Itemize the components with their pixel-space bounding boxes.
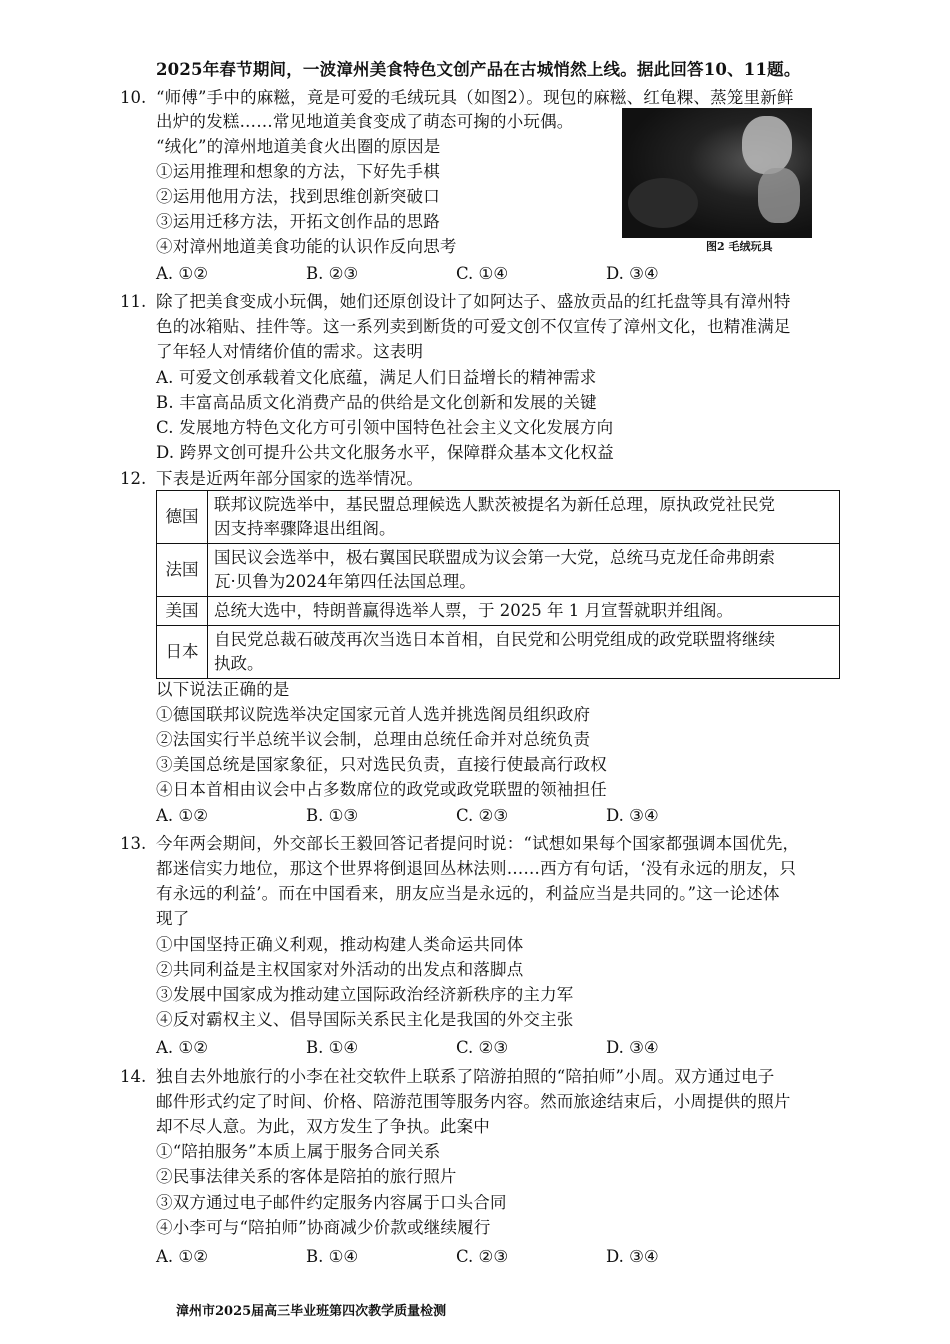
q11-number: 11.	[120, 292, 147, 311]
q12-option-a[interactable]: A. ①②	[156, 806, 208, 825]
q11-stem-line-3: 了年轻人对情绪价值的需求。这表明	[156, 342, 424, 361]
description-cell	[208, 544, 840, 597]
description-line: 因支持率骤降退出组阁。	[214, 519, 396, 538]
description-cell	[208, 597, 840, 626]
description-cell	[208, 626, 840, 679]
q10-item-1: ①运用推理和想象的方法，下好先手棋	[156, 162, 440, 181]
q12-item-2: ②法国实行半总统半议会制，总理由总统任命并对总统负责	[156, 730, 591, 749]
q10-item-2: ②运用他用方法，找到思维创新突破口	[156, 187, 440, 206]
q10-option-b[interactable]: B. ②③	[306, 264, 359, 283]
section-intro: 2025年春节期间，一波漳州美食特色文创产品在古城悄然上线。据此回答10、11题。	[156, 60, 801, 79]
q14-option-b[interactable]: B. ①④	[306, 1247, 359, 1266]
table-row	[157, 626, 840, 679]
q12-option-d[interactable]: D. ③④	[606, 806, 659, 825]
q14-number: 14.	[120, 1067, 147, 1086]
q11-option-c[interactable]: C. 发展地方特色文化方可引领中国特色社会主义文化发展方向	[156, 418, 614, 437]
q11-option-b[interactable]: B. 丰富高品质文化消费产品的供给是文化创新和发展的关键	[156, 393, 597, 412]
election-table	[156, 490, 840, 679]
q10-option-a[interactable]: A. ①②	[156, 264, 208, 283]
q13-option-c[interactable]: C. ②③	[456, 1038, 509, 1057]
country-cell: 美国	[157, 597, 208, 626]
country-cell: 法国	[157, 544, 208, 597]
q14-option-d[interactable]: D. ③④	[606, 1247, 659, 1266]
q10-item-4: ④对漳州地道美食功能的认识作反向思考	[156, 237, 457, 256]
description-line: 总统大选中，特朗普赢得选举人票，于 2025 年 1 月宣誓就职并组阁。	[214, 601, 733, 620]
q13-stem-line-2: 都迷信实力地位，那这个世界将倒退回丛林法则……西方有句话，‘没有永远的朋友，只	[156, 859, 797, 878]
q13-option-a[interactable]: A. ①②	[156, 1038, 208, 1057]
q11-stem-line-1: 除了把美食变成小玩偶，她们还原创设计了如阿达子、盛放贡品的红托盘等具有漳州特	[156, 292, 791, 311]
q14-option-a[interactable]: A. ①②	[156, 1247, 208, 1266]
q14-item-1: ①“陪拍服务”本质上属于服务合同关系	[156, 1142, 441, 1161]
q10-stem-line-2: 出炉的发糕……常见地道美食变成了萌态可掬的小玩偶。	[156, 112, 574, 131]
q11-stem-line-2: 色的冰箱贴、挂件等。这一系列卖到断货的可爱文创不仅宣传了漳州文化，也精准满足	[156, 317, 791, 336]
country-cell: 日本	[157, 626, 208, 679]
q13-item-2: ②共同利益是主权国家对外活动的出发点和落脚点	[156, 960, 524, 979]
description-cell	[208, 491, 840, 544]
table-row	[157, 544, 840, 597]
q14-item-2: ②民事法律关系的客体是陪拍的旅行照片	[156, 1167, 457, 1186]
table-row	[157, 597, 840, 626]
q13-option-d[interactable]: D. ③④	[606, 1038, 659, 1057]
description-line: 自民党总裁石破茂再次当选日本首相，自民党和公明党组成的政党联盟将继续	[214, 630, 775, 649]
page-footer: 漳州市2025届高三毕业班第四次教学质量检测	[176, 1304, 447, 1319]
q14-stem-line-3: 却不尽人意。为此，双方发生了争执。此案中	[156, 1117, 490, 1136]
description-line: 联邦议院选举中，基民盟总理候选人默茨被提名为新任总理，原执政党社民党	[214, 495, 775, 514]
q12-item-3: ③美国总统是国家象征，只对选民负责，直接行使最高行政权	[156, 755, 607, 774]
description-line: 瓦·贝鲁为2024年第四任法国总理。	[214, 572, 476, 591]
q14-item-4: ④小李可与“陪拍师”协商减少价款或继续履行	[156, 1218, 491, 1237]
q13-option-b[interactable]: B. ①④	[306, 1038, 359, 1057]
q11-option-d[interactable]: D. 跨界文创可提升公共文化服务水平，保障群众基本文化权益	[156, 443, 614, 462]
q13-stem-line-4: 现了	[156, 909, 190, 928]
q10-item-3: ③运用迁移方法，开拓文创作品的思路	[156, 212, 440, 231]
q13-item-4: ④反对霸权主义、倡导国际关系民主化是我国的外交主张	[156, 1010, 574, 1029]
q13-item-3: ③发展中国家成为推动建立国际政治经济新秩序的主力军	[156, 985, 574, 1004]
figure-caption: 图2 毛绒玩具	[706, 240, 773, 253]
q13-stem-line-1: 今年两会期间，外交部长王毅回答记者提问时说：“试想如果每个国家都强调本国优先，	[156, 834, 800, 853]
q13-number: 13.	[120, 834, 147, 853]
q12-item-1: ①德国联邦议院选举决定国家元首人选并挑选阁员组织政府	[156, 705, 591, 724]
q12-prompt: 以下说法正确的是	[156, 680, 290, 699]
description-line: 国民议会选举中，极右翼国民联盟成为议会第一大党，总统马克龙任命弗朗索	[214, 548, 775, 567]
q10-stem-line-3: “绒化”的漳州地道美食火出圈的原因是	[156, 137, 441, 156]
q14-option-c[interactable]: C. ②③	[456, 1247, 509, 1266]
q14-stem-line-1: 独自去外地旅行的小李在社交软件上联系了陪游拍照的“陪拍师”小周。双方通过电子	[156, 1067, 775, 1086]
q14-stem-line-2: 邮件形式约定了时间、价格、陪游范围等服务内容。然而旅途结束后，小周提供的照片	[156, 1092, 791, 1111]
table-row	[157, 491, 840, 544]
plush-toy-photo	[622, 108, 812, 238]
q14-item-3: ③双方通过电子邮件约定服务内容属于口头合同	[156, 1193, 507, 1212]
country-cell: 德国	[157, 491, 208, 544]
q12-option-c[interactable]: C. ②③	[456, 806, 509, 825]
q10-option-d[interactable]: D. ③④	[606, 264, 659, 283]
q12-option-b[interactable]: B. ①③	[306, 806, 359, 825]
q10-option-c[interactable]: C. ①④	[456, 264, 509, 283]
q10-number: 10.	[120, 88, 147, 107]
q13-stem-line-3: 有永远的利益’。而在中国看来，朋友应当是永远的，利益应当是共同的。”这一论述体	[156, 884, 780, 903]
description-line: 执政。	[214, 654, 264, 673]
q12-item-4: ④日本首相由议会中占多数席位的政党或政党联盟的领袖担任	[156, 780, 607, 799]
q12-stem: 下表是近两年部分国家的选举情况。	[156, 469, 424, 488]
q10-stem-line-1: “师傅”手中的麻糍，竟是可爱的毛绒玩具（如图2）。现包的麻糍、红龟粿、蒸笼里新鲜	[156, 88, 794, 107]
q13-item-1: ①中国坚持正确义利观，推动构建人类命运共同体	[156, 935, 524, 954]
q11-option-a[interactable]: A. 可爱文创承载着文化底蕴，满足人们日益增长的精神需求	[156, 368, 597, 387]
q12-number: 12.	[120, 469, 147, 488]
